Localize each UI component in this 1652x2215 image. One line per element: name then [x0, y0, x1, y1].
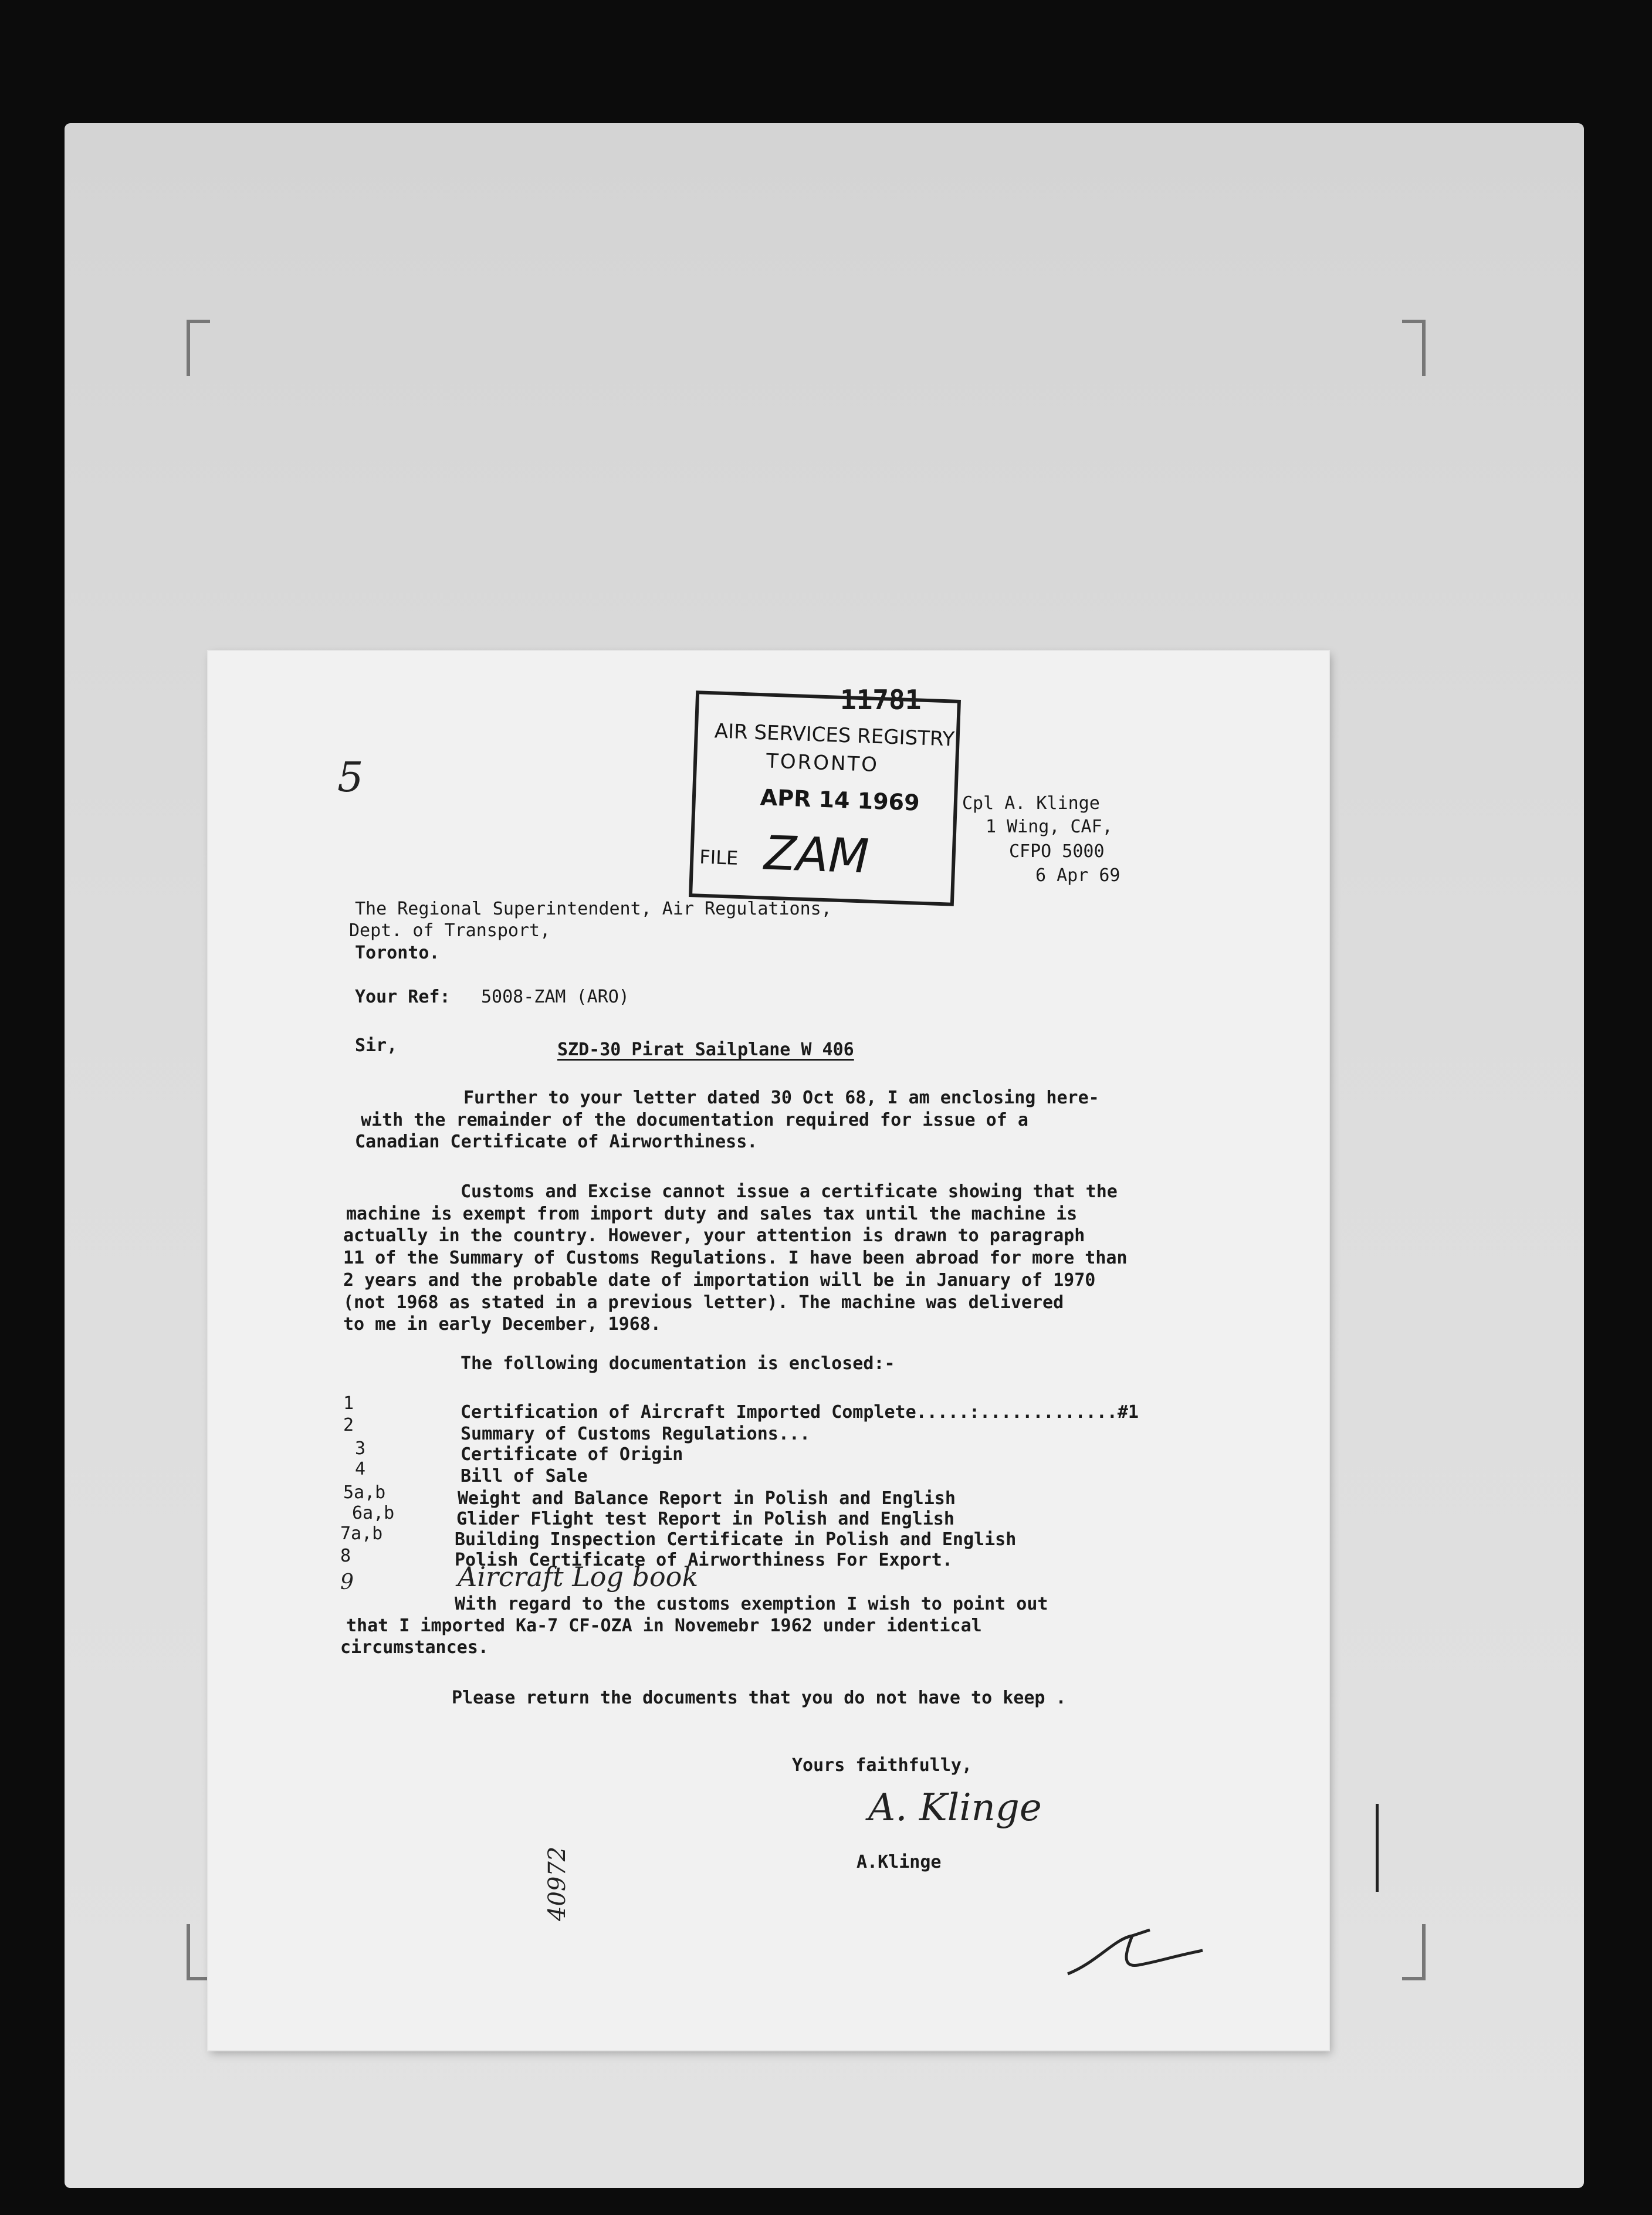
stamp-date: APR 14 1969: [760, 784, 920, 816]
subject-line: SZD-30 Pirat Sailplane W 406: [557, 1039, 854, 1060]
paragraph1-line1: Further to your letter dated 30 Oct 68, I am enclosing here-: [463, 1088, 1099, 1108]
sender-line1: Cpl A. Klinge: [962, 793, 1100, 814]
paragraph2-line4: 11 of the Summary of Customs Regulations. I have been abroad for more than: [343, 1248, 1128, 1268]
document-description: Certificate of Origin: [461, 1444, 683, 1465]
document-description: Building Inspection Certificate in Polish and English: [455, 1529, 1017, 1550]
crop-mark-top-left: [187, 320, 210, 376]
paragraph2-line1: Customs and Excise cannot issue a certificate showing that the: [461, 1181, 1118, 1202]
closing: Yours faithfully,: [792, 1755, 973, 1776]
salutation: Sir,: [355, 1035, 398, 1056]
right-edge-line: [1376, 1804, 1379, 1892]
document-number: 4: [355, 1459, 366, 1479]
paragraph2-line7: to me in early December, 1968.: [343, 1314, 661, 1335]
paragraph3-line1: With regard to the customs exemption I wish to point out: [455, 1594, 1048, 1614]
paragraph1-line2: with the remainder of the documentation required for issue of a: [361, 1110, 1028, 1130]
list-intro: The following documentation is enclosed:-: [461, 1353, 895, 1374]
paragraph2-line3: actually in the country. However, your attention is drawn to paragraph: [343, 1225, 1085, 1246]
margin-number: 40972: [544, 1846, 571, 1921]
registry-stamp: [689, 690, 961, 906]
sender-line2: 1 Wing, CAF,: [986, 817, 1113, 837]
document-description: Certification of Aircraft Imported Complete.....:.............#1: [461, 1402, 1139, 1423]
addressee-line3: Toronto.: [355, 943, 440, 963]
stamp-file-label: FILE: [699, 845, 739, 869]
paragraph2-line2: machine is exempt from import duty and sales tax until the machine is: [346, 1204, 1078, 1224]
document-number: 5a,b: [343, 1482, 386, 1503]
document-number: 7a,b: [340, 1523, 383, 1544]
paragraph2-line6: (not 1968 as stated in a previous letter). The machine was delivered: [343, 1292, 1064, 1313]
your-ref-label: Your Ref:: [355, 987, 451, 1007]
paragraph3-line2: that I imported Ka-7 CF-OZA in Novemebr 1962 under identical: [346, 1615, 982, 1636]
signature: A. Klinge: [868, 1786, 1042, 1830]
your-ref-value: 5008-ZAM (ARO): [481, 987, 629, 1007]
document-description: Glider Flight test Report in Polish and English: [456, 1509, 954, 1529]
handwritten-initial-scribble: [1062, 1904, 1214, 1992]
letter-date: 6 Apr 69: [1035, 865, 1120, 886]
paragraph1-line3: Canadian Certificate of Airworthiness.: [355, 1132, 758, 1152]
stamp-file-value: ZAM: [763, 825, 870, 884]
paragraph4: Please return the documents that you do not have to keep .: [452, 1688, 1067, 1708]
document-number: 8: [340, 1546, 351, 1566]
crop-mark-bottom-right: [1402, 1924, 1426, 1980]
paragraph3-line3: circumstances.: [340, 1637, 489, 1658]
document-description: Aircraft Log book: [458, 1561, 699, 1593]
top-margin-mark: 5: [337, 753, 364, 801]
document-description: Weight and Balance Report in Polish and English: [458, 1488, 956, 1509]
crop-mark-bottom-left: [187, 1924, 210, 1980]
document-description: Summary of Customs Regulations...: [461, 1424, 811, 1444]
paragraph2-line5: 2 years and the probable date of importation will be in January of 1970: [343, 1270, 1096, 1291]
document-number: 2: [343, 1415, 354, 1435]
document-number: 3: [355, 1438, 366, 1459]
crop-mark-top-right: [1402, 320, 1426, 376]
stamp-line1: AIR SERVICES REGISTRY: [714, 719, 955, 751]
sender-line3: CFPO 5000: [1009, 841, 1105, 862]
addressee-line2: Dept. of Transport,: [349, 920, 551, 941]
addressee-line1: The Regional Superintendent, Air Regulations,: [355, 899, 832, 919]
document-number: 9: [340, 1570, 354, 1594]
document-description: Polish Certificate of Airworthiness For Export.: [455, 1550, 953, 1570]
document-number: 6a,b: [352, 1503, 395, 1523]
signatory-name: A.Klinge: [857, 1852, 942, 1872]
document-number: 1: [343, 1393, 354, 1414]
stamp-number: 11781: [840, 684, 922, 716]
stamp-line2: TORONTO: [766, 749, 879, 777]
document-description: Bill of Sale: [461, 1466, 588, 1486]
